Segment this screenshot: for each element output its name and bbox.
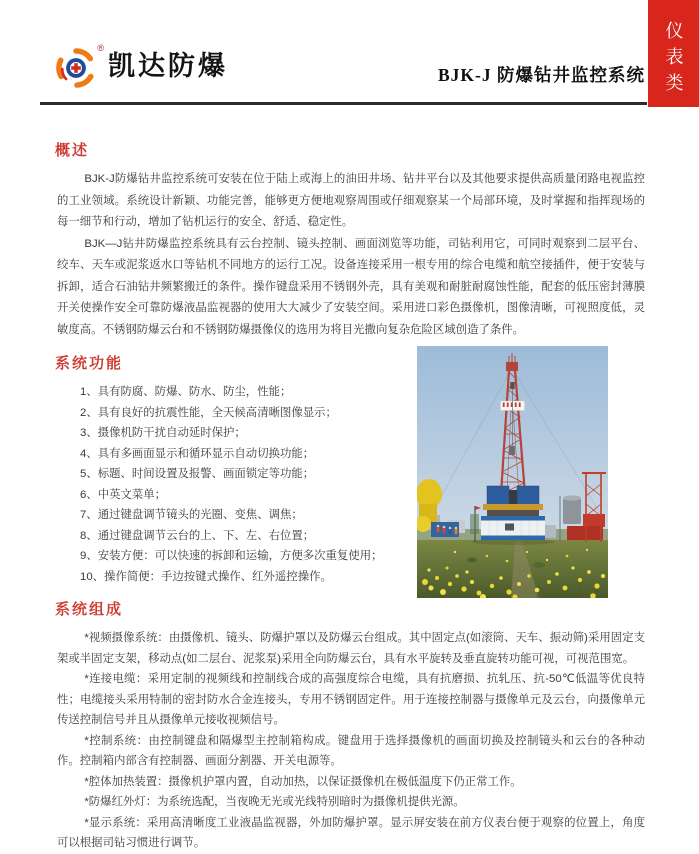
section-overview-title: 概述 xyxy=(55,142,90,159)
function-item: 10、操作简便：手边按键式操作、红外遥控操作。 xyxy=(80,570,332,583)
overview-paragraph-2: BJK—J钻井防爆监控系统具有云台控制、镜头控制、画面浏览等功能，司钻利用它，可同时观察到二层平台、绞车、天车或泥浆返水口等钻机不同地方的运行工况。设备连接采用一根专用的综合电缆和航空接插件，便于安装与拆卸，适合石油钻井频繁搬迁的条件。操作键盘采用不锈钢外壳，具有美观和耐脏耐腐蚀性能，配套的低压密封薄膜开关使操作安全可靠防爆液晶监视器的使用大大减少了安装空间。采用进口彩色摄像机，图像清晰，可视照度低，灵敏度高。不锈钢防爆云台和不锈钢防爆摄像仪的选用为将目光撒向复杂危险区域创造了条件。 xyxy=(57,237,645,336)
brand-logo-icon xyxy=(54,43,104,90)
function-item: 6、中英文菜单； xyxy=(80,488,167,501)
doc-title: BJK-J 防爆钻井监控系统 xyxy=(438,65,645,85)
function-item: 5、标题、时间设置及报警、画面锁定等功能； xyxy=(80,468,315,480)
photo-base-wall xyxy=(481,516,545,540)
brand xyxy=(54,43,228,90)
composition-paragraph-2: *连接电缆：采用定制的视频线和控制线合成的高强度综合电缆，具有抗磨损、抗轧压、抗-50℃低温等优良特性；电缆接头采用特制的密封防水合金连接头，专用不锈钢固定件。用于连接控制器与摄像单元及云台，向摄像单元传送控制信号并且从摄像单元接收视频信号。 xyxy=(57,673,645,726)
function-item: 4、具有多画面显示和循环显示自动切换功能； xyxy=(80,447,315,460)
swirl-icon xyxy=(54,51,91,89)
function-item: 9、安装方便：可以快速的拆卸和运输，方便多次重复使用； xyxy=(80,550,383,562)
composition-paragraph-3: *控制系统：由控制键盘和隔爆型主控制箱构成。键盘用于选择摄像机的画面切换及控制镜头和云台的各种动作。控制箱内部含有控制器、画面分割器、开关电源等。 xyxy=(57,734,645,767)
functions-list xyxy=(57,382,432,587)
category-tab xyxy=(648,0,699,107)
registered-trademark-icon: ® xyxy=(97,43,104,53)
overview-paragraph-1: BJK-J防爆钻井监控系统可安装在位于陆上或海上的油田井场、钻井平台以及其他要求提供高质量闭路电视监控的工业领域。系统设计新颖、功能完善，能够更方便地观察周围或仔细观察某一个局部环境，及时掌握和指挥现场的每一细节和行动，增加了钻机运行的安全、舒适、稳定性。 xyxy=(57,173,645,228)
section-composition-title: 系统组成 xyxy=(55,601,124,618)
category-tab-label: 仪表类 xyxy=(663,20,684,99)
composition-paragraph-4: *腔体加热装置：摄像机护罩内置，自动加热，以保证摄像机在极低温度下仍正常工作。 xyxy=(84,775,522,788)
composition-paragraph-5: *防爆红外灯：为系统选配，当夜晚无光或光线特别暗时为摄像机提供光源。 xyxy=(84,796,465,808)
function-item: 1、具有防腐、防爆、防水、防尘，性能； xyxy=(80,386,292,398)
section-functions-title: 系统功能 xyxy=(55,355,124,372)
function-item: 7、通过键盘调节镜头的光圈、变焦、调焦； xyxy=(80,509,303,521)
function-item: 8、通过键盘调节云台的上、下、左、右位置； xyxy=(80,529,315,542)
composition-paragraph-6: *显示系统：采用高清晰度工业液晶监视器，外加防爆护罩。显示屏安装在前方仪表台便于观察的位置上，角度可以根据司钻习惯进行调节。 xyxy=(57,816,645,849)
composition-paragraphs xyxy=(57,628,645,854)
drilling-rig-site-photo xyxy=(417,346,608,598)
composition-paragraph-1: *视频摄像系统：由摄像机、镜头、防爆护罩以及防爆云台组成。其中固定点(如滚筒、天车、振动筛)采用固定支架或半固定支架，移动点(如二层台、泥浆泵)采用全向防爆云台，具有水平旋转及垂直旋转功能可视，可视范围宽。 xyxy=(57,632,645,665)
photo-substructure xyxy=(483,486,543,516)
page-header xyxy=(40,0,647,105)
brand-name: 凯达防爆 xyxy=(108,50,228,81)
function-item: 3、摄像机防干扰自动延时保护； xyxy=(80,427,246,439)
function-item: 2、具有良好的抗震性能，全天候高清晰图像显示； xyxy=(80,406,337,419)
